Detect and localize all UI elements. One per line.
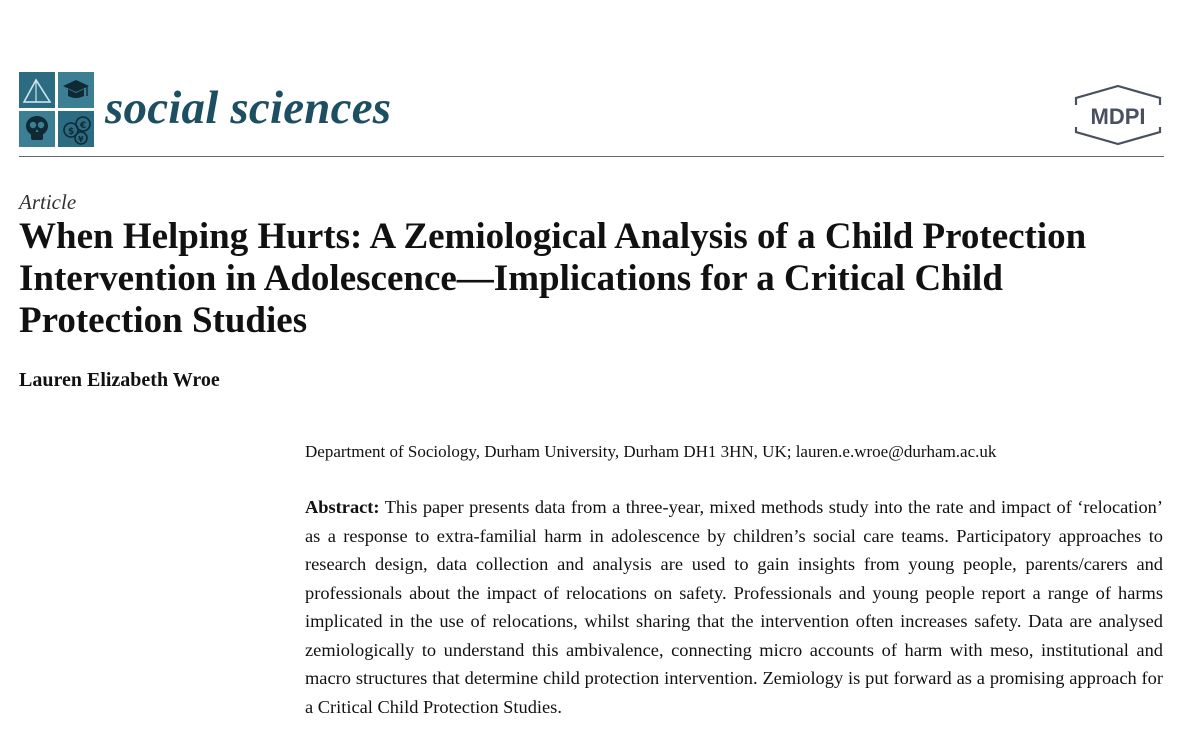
article-type-label: Article <box>19 190 77 214</box>
mdpi-hexagon-logo-icon <box>1072 84 1164 146</box>
abstract-paragraph <box>305 493 1163 721</box>
article-title: When Helping Hurts: A Zemiological Analysis of a Child Protection Intervention in Adolescence—Implications for a Critical Child Protection Studies <box>19 216 1087 341</box>
author-name: Lauren Elizabeth Wroe <box>19 369 220 391</box>
abstract-label: Abstract: <box>305 497 380 517</box>
journal-quadrant-logo-icon <box>19 72 94 147</box>
journal-name: social sciences <box>105 82 392 134</box>
page-header <box>19 72 1164 158</box>
abstract-text: This paper presents data from a three-year, mixed methods study into the rate and impact of ‘relocation’ as a response to extra-familial harm in adolescence by children’s social care teams. Participatory approaches to research design, data collection and analysis are used to gain insights from young people, parents/carers and professionals about the impact of relocations on safety. Professionals and young people report a range of harms implicated in the use of relocations, whilst sharing that the intervention often increases safety. Data are analysed zemiologically to understand this ambivalence, connecting micro accounts of harm with meso, institutional and macro structures that determine child protection intervention. Zemiology is put forward as a promising approach for a Critical Child Protection Studies. <box>305 497 1164 717</box>
author-affiliation: Department of Sociology, Durham University, Durham DH1 3HN, UK; lauren.e.wroe@durham.ac.uk <box>305 442 997 461</box>
header-divider <box>19 156 1164 157</box>
svg-text:$: $ <box>68 127 75 137</box>
svg-text:€: € <box>80 121 87 131</box>
publisher-name: MDPI <box>1090 104 1146 129</box>
svg-text:¥: ¥ <box>78 135 84 144</box>
